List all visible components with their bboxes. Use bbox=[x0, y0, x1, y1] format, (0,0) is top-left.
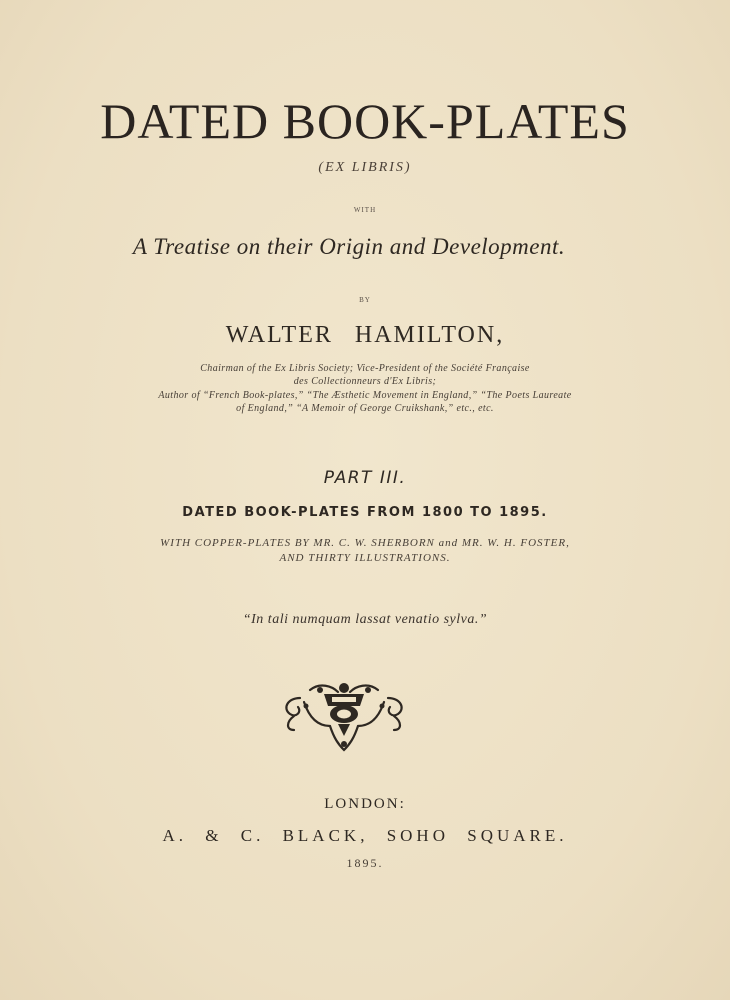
imprint-year: 1895. bbox=[346, 856, 384, 870]
author-credential-line: of England,” “A Memoir of George Cruikshank,” etc., etc. bbox=[236, 403, 494, 414]
date-range-heading: DATED BOOK-PLATES FROM 1800 TO 1895. bbox=[182, 505, 548, 520]
imprint-place: LONDON: bbox=[324, 796, 406, 812]
treatise-line: A Treatise on their Origin and Development. bbox=[132, 234, 566, 259]
ornamental-vignette-icon bbox=[280, 676, 408, 758]
author-credential-line: des Collectionneurs d'Ex Libris; bbox=[293, 376, 437, 387]
with-label: WITH bbox=[353, 206, 377, 214]
author-credential-line: Author of “French Book-plates,” “The Æsthetic Movement in England,” “The Poets Laureate bbox=[158, 390, 572, 401]
illustrations-line: AND THIRTY ILLUSTRATIONS. bbox=[279, 552, 451, 564]
latin-motto: “In tali numquam lassat venatio sylva.” bbox=[242, 612, 488, 627]
illustrations-line: WITH COPPER-PLATES BY MR. C. W. SHERBORN and MR. W. H. FOSTER, bbox=[160, 537, 570, 549]
book-subtitle: (EX LIBRIS) bbox=[318, 160, 412, 175]
author-name: WALTER HAMILTON, bbox=[225, 322, 505, 348]
book-title: DATED BOOK-PLATES bbox=[100, 93, 630, 149]
by-label: BY bbox=[359, 296, 371, 304]
imprint-publisher: A. & C. BLACK, SOHO SQUARE. bbox=[162, 826, 568, 845]
part-number: PART III. bbox=[323, 468, 407, 488]
author-credential-line: Chairman of the Ex Libris Society; Vice-President of the Société Française bbox=[200, 363, 530, 374]
